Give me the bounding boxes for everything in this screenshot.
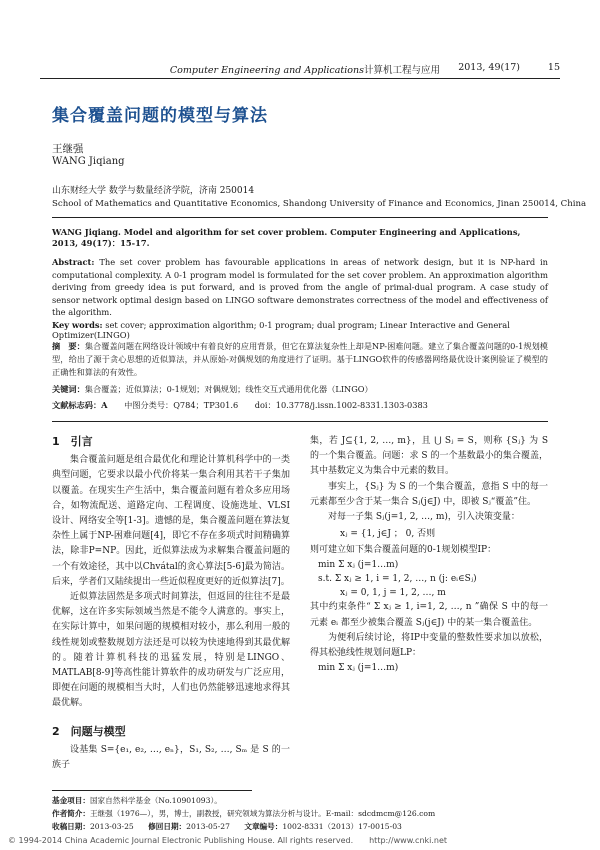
author-bio-label: 作者简介： — [52, 809, 90, 818]
section-2-title: 2 问题与模型 — [52, 724, 126, 738]
abstract-en — [52, 256, 548, 319]
lp-objective: min Σ xⱼ (j=1…m) — [318, 663, 399, 674]
ip-objective: min Σ xⱼ (j=1…m) — [318, 560, 399, 571]
author-cn: 王继强 — [52, 143, 84, 155]
fund-label: 基金项目： — [52, 796, 90, 805]
author-bio-text: 王继强（1976—），男，博士，副教授，研究领域为算法分析与设计。E-mail：sdcdmcm@126.com — [89, 809, 436, 818]
author-bio-line — [52, 807, 548, 820]
class-number: 中图分类号：Q784；TP301.6 — [124, 400, 239, 410]
year-volume: 2013, 49(17) — [458, 62, 520, 73]
affiliation-en: School of Mathematics and Quantitative Economics, Shandong University of Finance and Economics, Jinan 250014, China — [52, 199, 587, 209]
right-paragraph-5: 其中约束条件“ Σ xⱼ ≥ 1, i=1, 2, …, n ”确保 S 中的每一元素 eᵢ 都至少被集合覆盖 Sⱼ(j∈J) 中的某一集合覆盖住。 — [310, 602, 548, 628]
decision-variable: xⱼ = {1, j∈J ； 0, 否则 — [340, 529, 436, 540]
abstract-cn — [52, 340, 548, 379]
keywords-en-text: set cover; approximation algorithm; 0-1 program; dual program; Linear Interactive and General Optimizer(LINGO) — [52, 320, 510, 340]
page-number: 15 — [547, 62, 560, 73]
keywords-en-label: Key words: — [52, 320, 103, 330]
right-paragraph-3: 对每一子集 Sⱼ(j=1, 2, …, m)，引入决策变量： — [328, 512, 520, 523]
article-meta — [52, 400, 548, 411]
right-paragraph-1: 集，若 J⊆{1, 2, …, m}，且 ⋃ Sⱼ = S，则称 {Sⱼ} 为 S 的一个集合覆盖。问题：求 S 的一个基数最小的集合覆盖，其中基数定义为集合中元素的数目。 — [310, 436, 548, 477]
ip-variable-domain: xⱼ = 0, 1, j = 1, 2, …, m — [340, 588, 446, 599]
keywords-cn — [52, 384, 548, 395]
affiliation-rule — [52, 217, 548, 218]
abstract-en-text: The set cover problem has favourable applications in areas of network design, but it is NP-hard in computational complexity. A 0-1 program model is formulated for the set cover problem. An approximation algorithm deriving from greedy idea is put forward, and is proved from the angle of primal-dual program. A case study of sensor network optimal design based on LINGO software demonstrates correctness of the model and effectiveness of the algorithm. — [52, 257, 548, 318]
left-column — [52, 434, 290, 773]
right-paragraph-2: 事实上，{Sⱼ} 为 S 的一个集合覆盖，意指 S 中的每一元素都至少含于某一集合 Sⱼ(j∈J) 中，即被 Sⱼ“覆盖”住。 — [310, 481, 548, 507]
abstract-rule — [52, 421, 548, 422]
ip-constraint: s.t. Σ xⱼ ≥ 1, i = 1, 2, …, n (j: eᵢ∈Sⱼ) — [318, 574, 477, 585]
article-number: 1002-8331（2013）17-0015-03 — [282, 822, 402, 831]
keywords-cn-label: 关键词： — [52, 384, 85, 394]
footnote — [52, 794, 548, 833]
author-en: WANG Jiqiang — [52, 156, 125, 167]
fund-line — [52, 794, 548, 807]
fund-text: 国家自然科学基金（No.10901093）。 — [89, 796, 222, 805]
footnote-rule — [52, 790, 252, 791]
running-header — [40, 62, 560, 76]
article-number-label: 文章编号： — [244, 822, 283, 831]
revised-label: 修回日期： — [148, 822, 187, 831]
section-1-title: 1 引言 — [52, 435, 93, 448]
affiliation-cn: 山东财经大学 数学与数量经济学院，济南 250014 — [52, 186, 255, 196]
header-rule — [40, 78, 560, 79]
abstract-cn-label: 摘 要： — [52, 341, 85, 351]
dates-line — [52, 820, 548, 833]
copyright-notice: © 1994-2014 China Academic Journal Electronic Publishing House. All rights reserved. http://www.cnki.net — [8, 836, 448, 845]
section-1-paragraph-1: 集合覆盖问题是组合最优化和理论计算机科学中的一类典型问题，它要求以最小代价将某一集合利用其若干子集加以覆盖。在现实生产生活中，集合覆盖问题有着众多应用场合，如物流配送、道路定向、工程调度、设施选址、VLSI设计、网络安全等[1-3]。遗憾的是，集合覆盖问题在算法复杂性上属于NP-困难问题[4]，即它不存在多项式时间精确算法，除非P=NP。因此，近似算法成为求解集合覆盖问题的一个有效途径，其中以Chvátal的贪心算法[5-6]最为简洁。后来，学者们又陆续提出一些近似程度更好的近似算法[7]。 — [52, 455, 290, 587]
received-date: 2013-03-25 — [89, 822, 134, 831]
journal-title-en: Computer Engineering and Applications — [169, 65, 364, 76]
right-paragraph-6: 为便利后续讨论，将IP中变量的整数性要求加以放松，得其松弛线性规划问题LP： — [310, 632, 548, 659]
abstract-en-label: Abstract: — [52, 257, 95, 267]
journal-title-cn: 计算机工程与应用 — [363, 65, 440, 76]
doi: doi：10.3778/j.issn.1002-8331.1303-0383 — [254, 400, 428, 410]
abstract-cn-text: 集合覆盖问题在网络设计领域中有着良好的应用背景，但它在算法复杂性上却是NP-困难问题。建立了集合覆盖问题的0-1规划模型，给出了源于贪心思想的近似算法，并从原始-对偶规划的角度进行了证明。基于LINGO软件的传感器网络最优设计案例验证了模型的正确性和算法的有效性。 — [52, 341, 548, 377]
keywords-cn-text: 集合覆盖；近似算法；0-1规划；对偶规划；线性交互式通用优化器（LINGO） — [84, 384, 373, 394]
right-paragraph-4: 则可建立如下集合覆盖问题的0-1规划模型IP： — [310, 545, 497, 556]
revised-date: 2013-05-27 — [186, 822, 230, 831]
section-1-paragraph-2: 近似算法固然是多项式时间算法，但返回的往往不是最优解，这在许多实际领域当然是不能令人满意的。事实上，在实际计算中，如果问题的规模相对较小，那么利用一般的线性规划或整数规划方法还是可以较为快速地得到其最优解的。随着计算机科技的迅猛发展，特别是LINGO、MATLAB[8-9]等高性能计算软件的成功研发与广泛应用，即便在问题的规模相当大时，人们也仍然能够迅速地求得其最优解。 — [52, 592, 290, 709]
right-column — [310, 434, 548, 675]
received-label: 收稿日期： — [52, 822, 90, 831]
keywords-en — [52, 320, 548, 340]
journal-title — [170, 62, 440, 76]
section-2-paragraph-1: 设基集 S={e₁, e₂, …, eₙ}，S₁, S₂, …, Sₘ 是 S 的一族子 — [52, 744, 290, 771]
article-title: 集合覆盖问题的模型与算法 — [52, 106, 268, 126]
citation: WANG Jiqiang. Model and algorithm for set cover problem. Computer Engineering and Applications, 2013, 49(17)：15-17. — [52, 227, 521, 248]
doc-code: 文献标志码：A — [52, 400, 108, 410]
